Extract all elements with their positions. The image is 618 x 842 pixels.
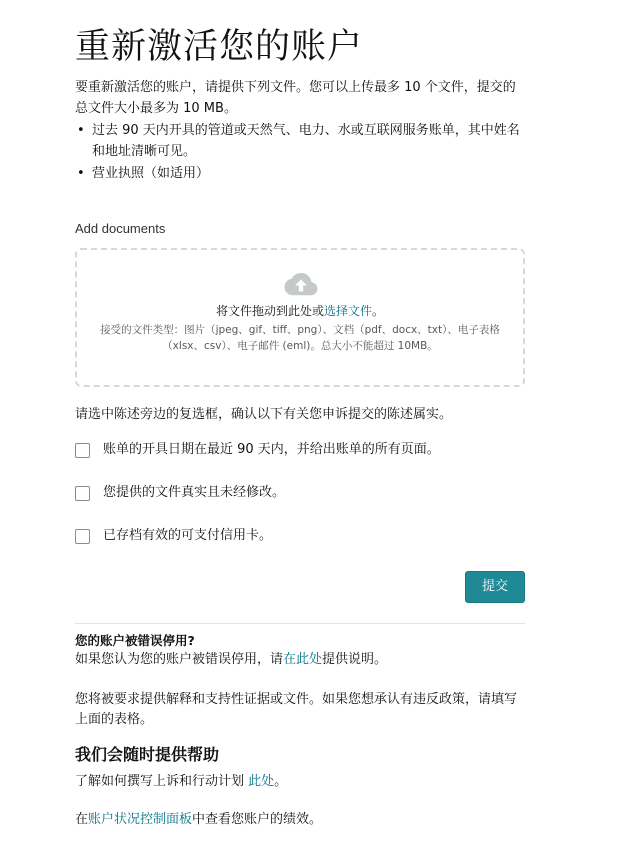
- mistake-heading: 您的账户被错误停用?: [75, 633, 195, 648]
- cloud-upload-icon: [284, 272, 318, 298]
- section-divider: [75, 623, 525, 624]
- checkbox-label: 您提供的文件真实且未经修改。: [103, 485, 286, 500]
- intro-text: 要重新激活您的账户，请提供下列文件。您可以上传最多 10 个文件，提交的总文件大小最多为 10 MB。: [75, 80, 516, 116]
- help-heading: 我们会随时提供帮助: [75, 745, 220, 764]
- list-item: [75, 163, 527, 184]
- confirm-instruction: 请选中陈述旁边的复选框，确认以下有关您申诉提交的陈述属实。: [75, 407, 453, 422]
- dashboard-text-prefix: 在: [75, 812, 89, 827]
- learn-here-link[interactable]: 此处: [248, 774, 275, 789]
- learn-text-suffix: 。: [274, 774, 288, 789]
- select-file-link[interactable]: 选择文件: [323, 304, 372, 318]
- checkbox-authentic[interactable]: [75, 486, 90, 501]
- bullet-text-license: 营业执照（如适用）: [92, 166, 210, 181]
- dashboard-text-suffix: 中查看您账户的绩效。: [192, 812, 323, 827]
- bullet-marker: •: [77, 166, 85, 181]
- checkbox-row-bill-date[interactable]: [75, 442, 525, 462]
- list-item: [75, 120, 527, 162]
- page-title: 重新激活您的账户: [75, 27, 364, 67]
- checkbox-credit-card[interactable]: [75, 529, 90, 544]
- bullet-text-bill: 过去 90 天内开具的管道或天然气、电力、水或互联网服务账单，其中姓名和地址清晰可见。: [92, 123, 520, 159]
- required-documents-list: [75, 120, 527, 185]
- policy-text: 您将被要求提供解释和支持性证据或文件。如果您想承认有违反政策，请填写上面的表格。: [75, 692, 518, 727]
- learn-appeal-text: [75, 772, 527, 792]
- checkbox-row-credit-card[interactable]: [75, 528, 525, 548]
- checkbox-bill-date[interactable]: [75, 443, 90, 458]
- mistake-text: [75, 650, 527, 670]
- submit-button[interactable]: 提交: [465, 571, 525, 603]
- explain-here-link[interactable]: 在此处: [283, 652, 323, 667]
- add-documents-label: Add documents: [75, 221, 166, 236]
- drop-text-prefix: 将文件拖动到此处或: [215, 304, 324, 318]
- drop-text-suffix: 。: [372, 304, 385, 318]
- accepted-file-types: 接受的文件类型：图片（jpeg、gif、tiff、png）、文档（pdf、docx、txt）、电子表格（xlsx、csv）、电子邮件 (eml)。总大小不能超过 10MB。: [100, 324, 500, 352]
- bullet-marker: •: [77, 123, 85, 138]
- dashboard-text: [75, 810, 527, 830]
- mistake-text-suffix: 提供说明。: [322, 652, 388, 667]
- checkbox-label: 已存档有效的可支付信用卡。: [103, 528, 273, 543]
- drop-instruction: [77, 302, 523, 320]
- learn-text-prefix: 了解如何撰写上诉和行动计划: [75, 774, 249, 789]
- checkbox-row-authentic[interactable]: [75, 485, 525, 505]
- checkbox-label: 账单的开具日期在最近 90 天内，并给出账单的所有页面。: [103, 442, 440, 457]
- file-dropzone[interactable]: [75, 248, 525, 387]
- account-health-dashboard-link[interactable]: 账户状况控制面板: [88, 812, 193, 827]
- mistake-text-prefix: 如果您认为您的账户被错误停用，请: [75, 652, 284, 667]
